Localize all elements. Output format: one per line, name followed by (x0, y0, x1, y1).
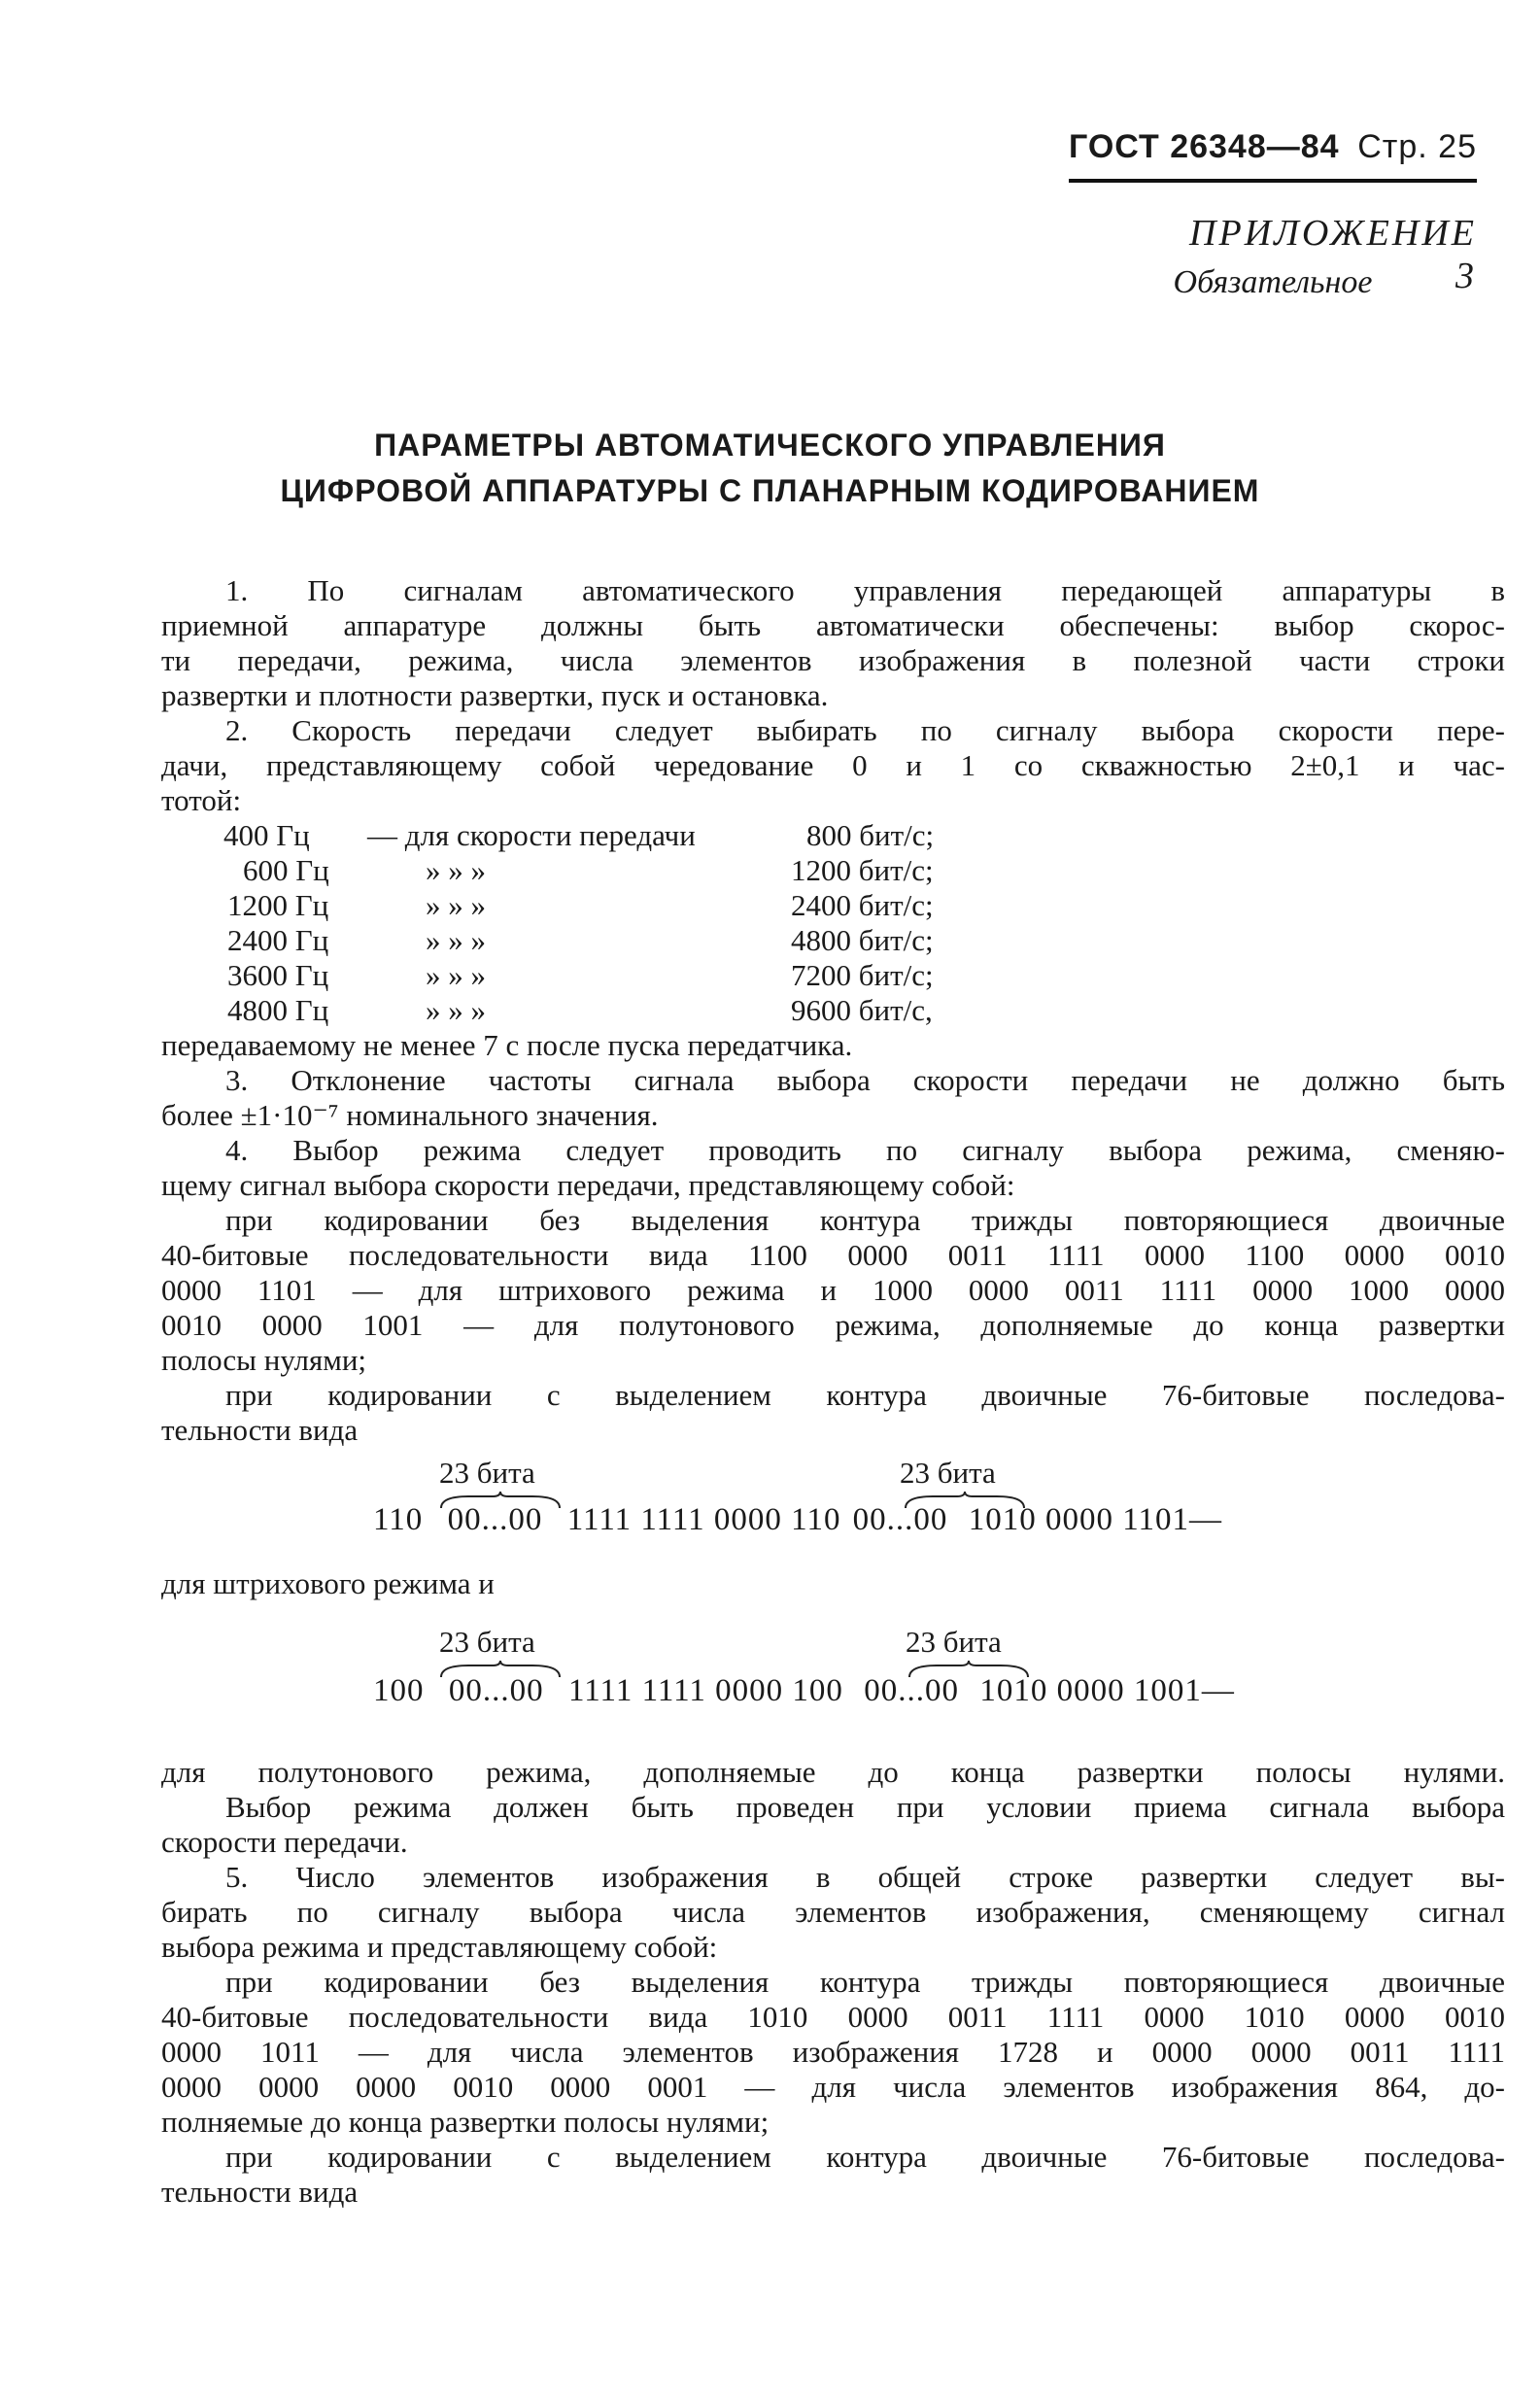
para1-line: развертки и плотности развертки, пуск и остановка. (161, 678, 829, 712)
code-group: 00...00 (852, 1502, 948, 1537)
para3-line: более ±1·10⁻⁷ номинального значения. (161, 1098, 659, 1132)
code-suffix: 1010 0000 1101— (968, 1502, 1222, 1537)
para2-line: 2. Скорость передачи следует выбирать по сигналу выбора скорости пере- (225, 713, 1505, 747)
appendix-status: Обязательное (1173, 264, 1373, 300)
page-number: Стр. 25 (1357, 128, 1477, 165)
code-middle: 1111 1111 0000 110 (566, 1502, 841, 1537)
rate-speed: 9600 бит/с, (791, 993, 933, 1027)
code-group: 00...00 (864, 1673, 960, 1708)
rate-freq: 3600 Гц (227, 958, 329, 992)
para4-line: 0000 1101 — для штрихового режима и 1000 0000 0011 1111 0000 1000 0000 (161, 1273, 1505, 1307)
rate-speed: 7200 бит/с; (791, 958, 934, 992)
para2-end: передаваемому не менее 7 с после пуска передатчика. (161, 1028, 853, 1062)
para5-line: выбора режима и представляющему собой: (161, 1930, 718, 1964)
rate-speed: 800 бит/с; (806, 818, 935, 852)
code-prefix: 110 (373, 1502, 424, 1537)
para4-line: полосы нулями; (161, 1343, 367, 1377)
rate-text: » » » (426, 993, 486, 1027)
para4-end-line: для полутонового режима, дополняемые до конца развертки полосы нулями. (161, 1755, 1505, 1789)
rate-speed: 4800 бит/с; (791, 923, 934, 957)
standard-number: ГОСТ 26348—84 (1069, 128, 1340, 165)
rate-speed: 1200 бит/с; (791, 853, 934, 887)
rate-text: — для скорости передачи (367, 818, 696, 852)
para5-line: 0000 1011 — для числа элементов изображения 1728 и 0000 0000 0011 1111 (161, 2035, 1505, 2069)
code1-caption: для штрихового режима и (161, 1566, 495, 1600)
para4-end-line: скорости передачи. (161, 1825, 408, 1859)
para1-line: ти передачи, режима, числа элементов изображения в полезной части строки (161, 643, 1505, 677)
rate-text: » » » (426, 853, 486, 887)
para4-line: 4. Выбор режима следует проводить по сигналу выбора режима, сменяю- (225, 1133, 1505, 1167)
para4-line: щему сигнал выбора скорости передачи, представляющему собой: (161, 1168, 1015, 1202)
para5-line: 5. Число элементов изображения в общей строке развертки следует вы- (225, 1860, 1505, 1894)
para1-line: 1. По сигналам автоматического управления передающей аппаратуры в (225, 573, 1505, 607)
bit-count-label: 23 бита (439, 1625, 535, 1659)
para4-line: при кодировании без выделения контура трижды повторяющиеся двоичные (225, 1203, 1505, 1237)
para5-line: бирать по сигналу выбора числа элементов изображения, сменяющему сигнал (161, 1895, 1505, 1929)
para4-line: тельности вида (161, 1413, 359, 1447)
para3-line: 3. Отклонение частоты сигнала выбора скорости передачи не должно быть (225, 1063, 1505, 1097)
bit-count-label: 23 бита (900, 1456, 996, 1490)
rate-freq: 2400 Гц (227, 923, 329, 957)
para5-line: при кодировании с выделением контура двоичные 76-битовые последова- (225, 2140, 1505, 2174)
appendix-title: ПРИЛОЖЕНИЕ 3 (1189, 213, 1477, 296)
code-middle: 1111 1111 0000 100 (568, 1673, 843, 1708)
rate-freq: 400 Гц (223, 818, 310, 852)
rate-text: » » » (426, 958, 486, 992)
rate-freq: 1200 Гц (227, 888, 329, 922)
code-suffix: 1010 0000 1001— (979, 1673, 1235, 1708)
code-group: 00...00 (448, 1673, 544, 1708)
running-header (1069, 128, 1477, 183)
para5-line: 40-битовые последовательности вида 1010 0000 0011 1111 0000 1010 0000 0010 (161, 2000, 1505, 2034)
rate-freq: 4800 Гц (227, 993, 329, 1027)
para5-line: полняемые до конца развертки полосы нулями; (161, 2105, 770, 2139)
rate-text: » » » (426, 923, 486, 957)
document-title-line-1: ПАРАМЕТРЫ АВТОМАТИЧЕСКОГО УПРАВЛЕНИЯ (374, 428, 1166, 463)
code-prefix: 100 (373, 1673, 425, 1708)
para5-line: при кодировании без выделения контура трижды повторяющиеся двоичные (225, 1965, 1505, 1999)
code-group: 00...00 (447, 1502, 543, 1537)
document-title-line-2: ЦИФРОВОЙ АППАРАТУРЫ С ПЛАНАРНЫМ КОДИРОВАНИЕМ (280, 473, 1260, 508)
para1-line: приемной аппаратуре должны быть автоматически обеспечены: выбор скорос- (161, 608, 1505, 642)
para4-line: 40-битовые последовательности вида 1100 0000 0011 1111 0000 1100 0000 0010 (161, 1238, 1505, 1272)
para4-line: 0010 0000 1001 — для полутонового режима, дополняемые до конца развертки (161, 1308, 1505, 1342)
para5-line: 0000 0000 0000 0010 0000 0001 — для числа элементов изображения 864, до- (161, 2070, 1505, 2104)
bit-count-label: 23 бита (439, 1456, 535, 1490)
para4-end-line: Выбор режима должен быть проведен при условии приема сигнала выбора (225, 1790, 1505, 1824)
para5-line: тельности вида (161, 2175, 359, 2209)
rate-speed: 2400 бит/с; (791, 888, 934, 922)
para4-line: при кодировании с выделением контура двоичные 76-битовые последова- (225, 1378, 1505, 1412)
bit-count-label: 23 бита (906, 1625, 1002, 1659)
rate-freq: 600 Гц (243, 853, 329, 887)
para2-line: дачи, представляющему собой чередование 0 и 1 со скважностью 2±0,1 и час- (161, 748, 1505, 782)
rate-text: » » » (426, 888, 486, 922)
para2-line: тотой: (161, 783, 242, 817)
